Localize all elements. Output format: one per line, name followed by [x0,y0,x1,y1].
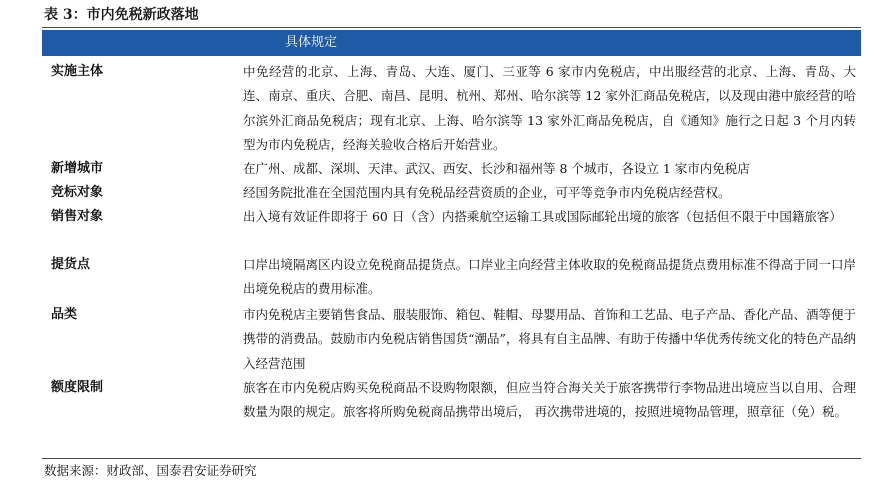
row-key: 实施主体 [51,64,104,79]
row-value: 在广州、成都、深圳、天津、武汉、西安、长沙和福州等 8 个城市，各设立 1 家市内免税店 [243,161,750,176]
table-row [42,181,861,205]
row-key: 额度限制 [51,380,104,395]
source-note: 数据来源：财政部、国泰君安证券研究 [44,463,257,478]
row-value: 中免经营的北京、上海、青岛、大连、厦门、三亚等 6 家市内免税店，中出服经营的北京、上海、青岛、大连、南京、重庆、合肥、南昌、昆明、杭州、郑州、哈尔滨等 12 家外汇商品免税店，以及现由港中旅经营的哈尔滨外汇商品免税店；现有北京、上海、哈尔滨等 13 家外汇商品免税店，自《通知》施行之日起 3 个月内转型为市内免税店，经海关验收合格后开始营业。 [243,64,856,152]
table-row [42,205,861,253]
row-value: 口岸出境隔离区内设立免税商品提货点。口岸业主向经营主体收取的免税商品提货点费用标准不得高于同一口岸出境免税店的费用标准。 [243,257,856,297]
header-column-label: 具体规定 [285,35,338,50]
row-value: 经国务院批准在全国范围内具有免税品经营资质的企业，可平等竞争市内免税店经营权。 [243,185,731,200]
row-key: 竞标对象 [51,185,104,200]
table-row [42,376,861,450]
row-value: 市内免税店主要销售食品、服装服饰、箱包、鞋帽、母婴用品、首饰和工艺品、电子产品、香化产品、酒等便于携带的消费品。鼓励市内免税店销售国货“潮品”，将具有自主品牌、有助于传播中华优秀传统文化的特色产品纳入经营范围 [243,307,856,371]
table-row [42,253,861,303]
table-row [42,157,861,181]
table-body [42,60,861,450]
top-rule [42,27,861,28]
bottom-rule [42,458,861,459]
row-key: 提货点 [51,257,91,272]
table-row [42,303,861,376]
row-value: 旅客在市内免税店购买免税商品不设购物限额，但应当符合海关关于旅客携带行李物品进出境应当以自用、合理数量为限的规定。旅客将所购免税商品携带出境后， 再次携带进境的，按照进境物品管理，照章征（免）税。 [243,380,856,420]
row-key: 品类 [51,307,78,322]
row-value: 出入境有效证件即将于 60 日（含）内搭乘航空运输工具或国际邮轮出境的旅客（包括但不限于中国籍旅客） [243,209,842,224]
table-header [42,30,861,56]
table-title: 表 3：市内免税新政落地 [44,7,199,23]
row-key: 新增城市 [51,161,104,176]
row-key: 销售对象 [51,209,104,224]
table-row [42,60,861,157]
